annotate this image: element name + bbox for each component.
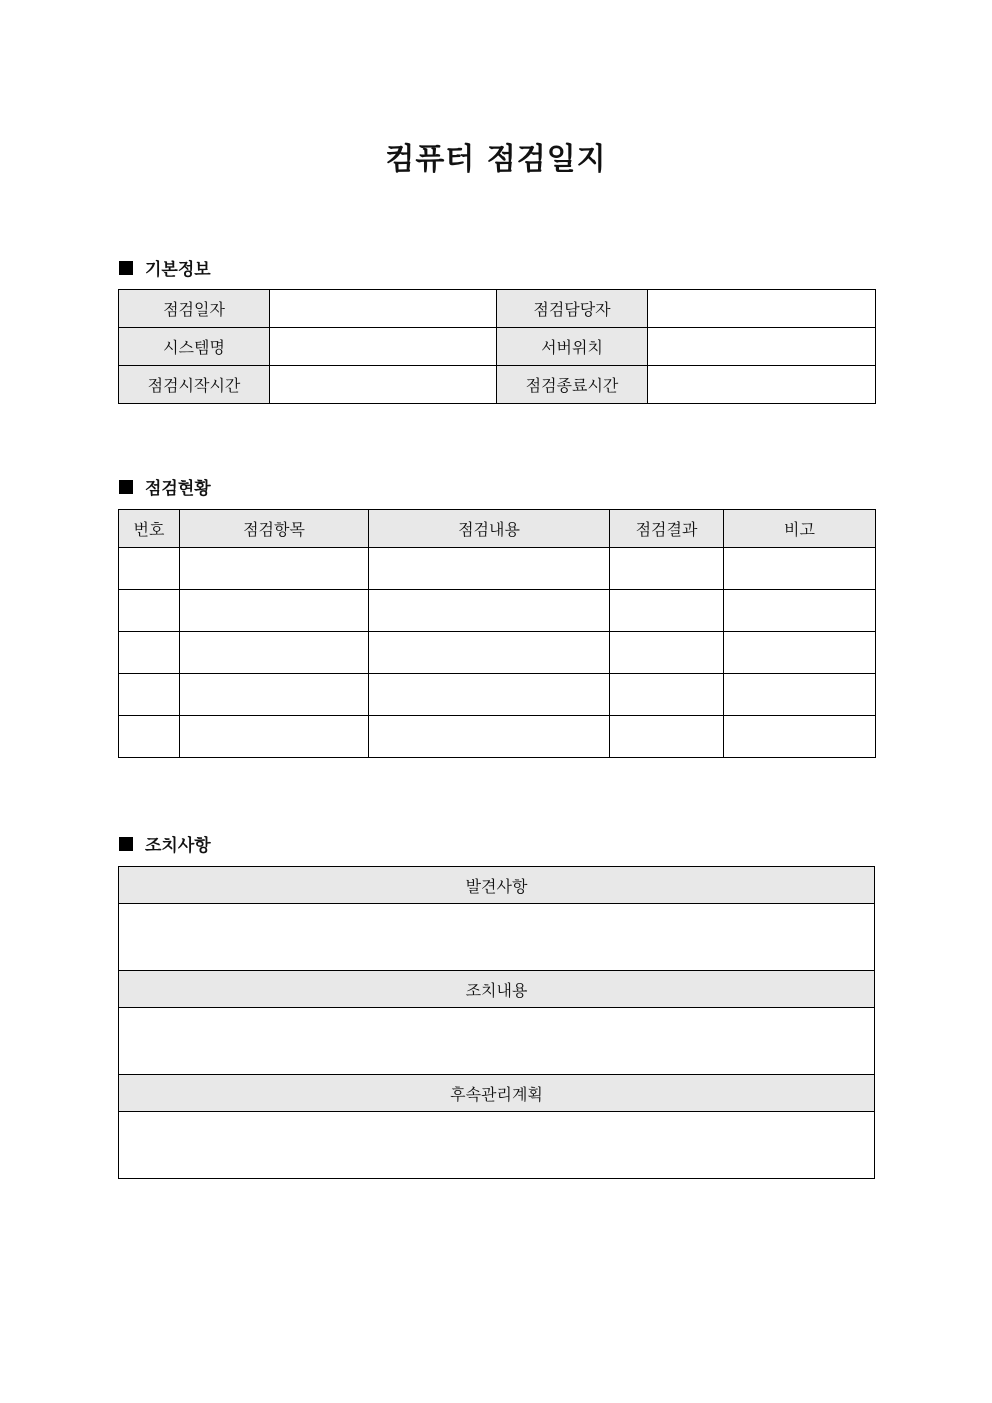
table-row [119,328,876,366]
section-heading-basic-info [119,255,211,280]
section-heading-label: 기본정보 [145,260,211,280]
cell-result[interactable] [610,716,724,758]
column-header-number: 번호 [119,510,180,548]
table-row [119,904,875,971]
table-row [119,1008,875,1075]
square-bullet-icon [119,480,133,494]
column-header-remarks: 비고 [724,510,876,548]
cell-number[interactable] [119,716,180,758]
square-bullet-icon [119,837,133,851]
label-server-location: 서버위치 [497,328,648,366]
field-follow-up-plan[interactable] [119,1112,875,1179]
actions-table [118,866,875,1179]
cell-number[interactable] [119,590,180,632]
field-system-name[interactable] [270,328,497,366]
field-action-taken[interactable] [119,1008,875,1075]
column-header-result: 점검결과 [610,510,724,548]
cell-item[interactable] [180,632,369,674]
label-inspection-date: 점검일자 [119,290,270,328]
cell-remarks[interactable] [724,590,876,632]
table-row [119,290,876,328]
cell-result[interactable] [610,548,724,590]
table-row [119,548,876,590]
square-bullet-icon [119,261,133,275]
cell-result[interactable] [610,632,724,674]
cell-content[interactable] [369,590,610,632]
column-header-content: 점검내용 [369,510,610,548]
label-inspector: 점검담당자 [497,290,648,328]
label-end-time: 점검종료시간 [497,366,648,404]
label-follow-up-plan: 후속관리계획 [119,1075,875,1112]
field-inspection-date[interactable] [270,290,497,328]
cell-number[interactable] [119,548,180,590]
cell-item[interactable] [180,716,369,758]
label-start-time: 점검시작시간 [119,366,270,404]
cell-content[interactable] [369,674,610,716]
table-row [119,1075,875,1112]
section-heading-label: 조치사항 [145,836,211,856]
cell-item[interactable] [180,548,369,590]
label-system-name: 시스템명 [119,328,270,366]
table-row [119,590,876,632]
page-title: 컴퓨터 점검일지 [385,142,607,177]
cell-content[interactable] [369,548,610,590]
field-end-time[interactable] [648,366,876,404]
field-start-time[interactable] [270,366,497,404]
cell-content[interactable] [369,716,610,758]
table-row [119,632,876,674]
inspection-status-table [118,509,876,758]
cell-remarks[interactable] [724,674,876,716]
section-heading-actions [119,831,211,856]
cell-remarks[interactable] [724,632,876,674]
cell-remarks[interactable] [724,548,876,590]
table-row [119,1112,875,1179]
label-findings: 발견사항 [119,867,875,904]
table-row [119,867,875,904]
cell-result[interactable] [610,674,724,716]
table-row [119,674,876,716]
cell-item[interactable] [180,674,369,716]
table-row [119,971,875,1008]
field-server-location[interactable] [648,328,876,366]
table-header-row [119,510,876,548]
cell-result[interactable] [610,590,724,632]
basic-info-table [118,289,876,404]
label-action-taken: 조치내용 [119,971,875,1008]
section-heading-status [119,474,211,499]
field-findings[interactable] [119,904,875,971]
field-inspector[interactable] [648,290,876,328]
cell-number[interactable] [119,674,180,716]
cell-content[interactable] [369,632,610,674]
cell-number[interactable] [119,632,180,674]
section-heading-label: 점검현황 [145,479,211,499]
cell-remarks[interactable] [724,716,876,758]
cell-item[interactable] [180,590,369,632]
column-header-item: 점검항목 [180,510,369,548]
table-row [119,716,876,758]
table-row [119,366,876,404]
